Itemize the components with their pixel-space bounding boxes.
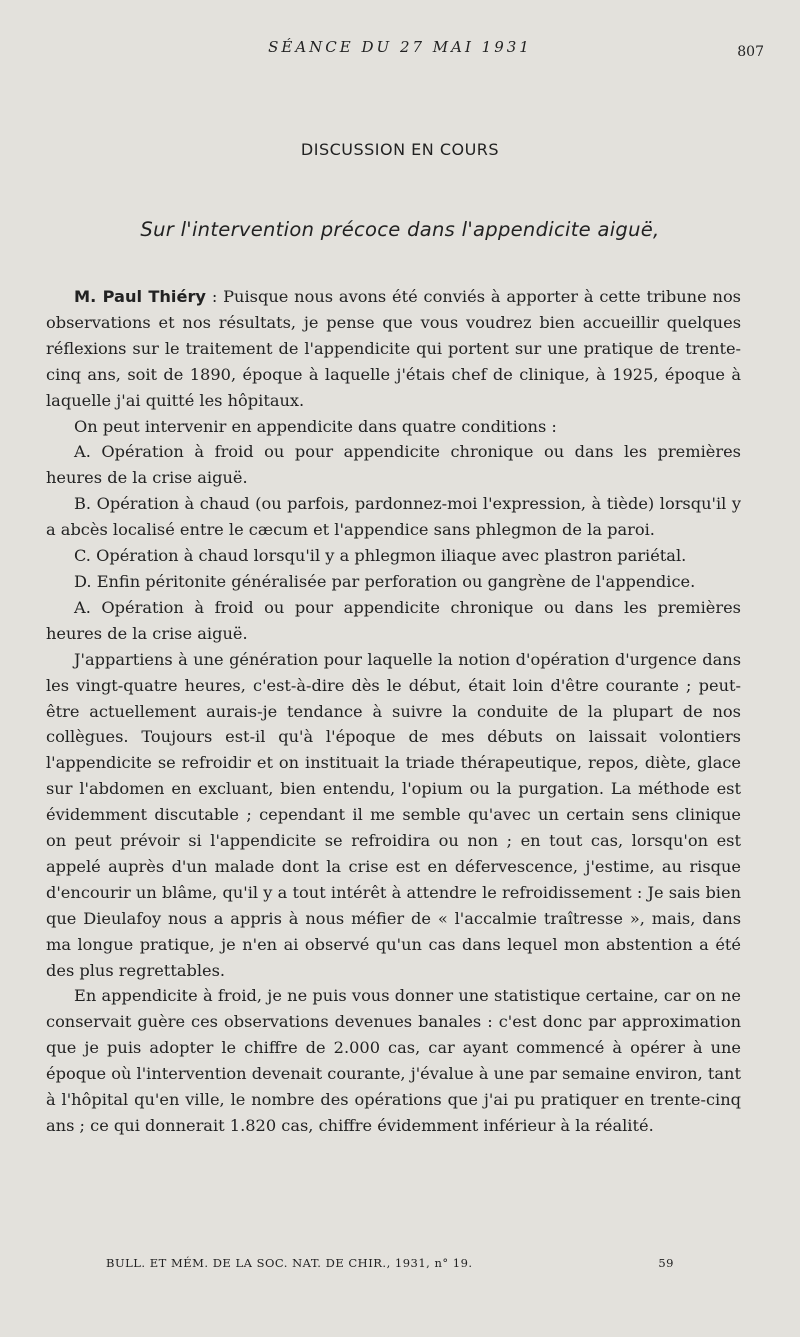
paragraph: En appendicite à froid, je ne puis vous donner une statistique certaine, car on ne conservait guère ces observations devenues banales : c'est donc par approximation que je puis adopter le chiffre de 2.000 cas, car ayant commencé à opérer à une époque où l'intervention devenait courante, j'évalue à une par semaine environ, tant à l'hôpital qu'en ville, le nombre des opérations que j'ai pu pratiquer en trente-cinq ans ; ce qui donnerait 1.820 cas, chiffre évidemment inférieur à la réalité. bbox=[46, 986, 741, 1135]
page-number: 807 bbox=[737, 44, 764, 60]
paragraph-section-a: A. Opération à froid ou pour appendicite chronique ou dans les premières heures de la crise aiguë. bbox=[46, 597, 741, 643]
paragraph-intro-text: : Puisque nous avons été conviés à apporter à cette tribune nos observations et nos résultats, je pense que vous voudrez bien accueillir quelques réflexions sur le traitement de l'appendicite qui portent sur une pratique de trente-cinq ans, soit de 1890, époque à laquelle j'étais chef de clinique, à 1925, époque à laquelle j'ai quitté les hôpitaux. bbox=[46, 287, 741, 410]
running-title: SÉANCE DU 27 MAI 1931 bbox=[268, 38, 532, 56]
paragraph-condition-b: B. Opération à chaud (ou parfois, pardonnez-moi l'expression, à tiède) lorsqu'il y a abcès localisé entre le cæcum et l'appendice sans phlegmon de la paroi. bbox=[46, 494, 741, 540]
signature-mark: 59 bbox=[658, 1256, 674, 1270]
paragraph: On peut intervenir en appendicite dans quatre conditions : bbox=[74, 416, 557, 436]
footer-citation: BULL. ET MÉM. DE LA SOC. NAT. DE CHIR., 1931, n° 19. bbox=[106, 1256, 473, 1270]
article-title: Sur l'intervention précoce dans l'appendicite aiguë, bbox=[140, 218, 660, 241]
body-text bbox=[46, 284, 741, 1139]
paragraph-intro bbox=[46, 284, 741, 414]
speaker-name: M. Paul Thiéry bbox=[74, 287, 206, 306]
paragraph-condition-d: D. Enfin péritonite généralisée par perforation ou gangrène de l'appendice. bbox=[74, 571, 696, 591]
paragraph: J'appartiens à une génération pour laquelle la notion d'opération d'urgence dans les vingt-quatre heures, c'est-à-dire dès le début, était loin d'être courante ; peut-être actuellement aurais-je tendance à suivre la conduite de la plupart de nos collègues. Toujours est-il qu'à l'époque de mes débuts on laissait volontiers l'appendicite se refroidir et on instituait la triade thérapeutique, repos, diète, glace sur l'abdomen en excluant, bien entendu, l'opium ou la purgation. La méthode est évidemment discutable ; cependant il me semble qu'avec un certain sens clinique on peut prévoir si l'appendicite se refroidira ou non ; en tout cas, lorsqu'on est appelé auprès d'un malade dont la crise est en défervescence, j'estime, au risque d'encourir un blâme, qu'il y a tout intérêt à attendre le refroidissement : Je sais bien que Dieulafoy nous a appris à nous méfier de « l'accalmie traîtresse », mais, dans ma longue pratique, je n'en ai observé qu'un cas dans lequel mon abstention a été des plus regrettables. bbox=[46, 649, 741, 980]
paragraph-condition-a: A. Opération à froid ou pour appendicite chronique ou dans les premières heures de la crise aiguë. bbox=[46, 442, 741, 488]
footer bbox=[0, 1256, 800, 1276]
running-header bbox=[0, 38, 800, 62]
section-heading: DISCUSSION EN COURS bbox=[300, 140, 500, 159]
paragraph-condition-c: C. Opération à chaud lorsqu'il y a phlegmon iliaque avec plastron pariétal. bbox=[74, 546, 687, 566]
